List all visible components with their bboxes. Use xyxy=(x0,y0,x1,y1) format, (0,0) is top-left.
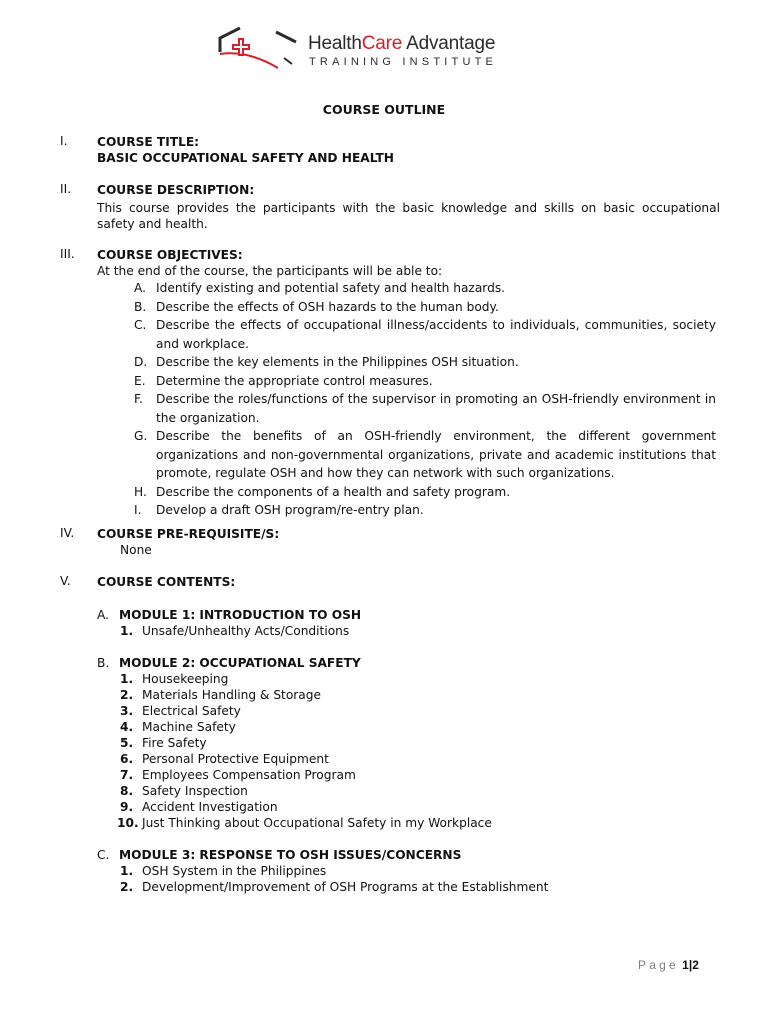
page-footer xyxy=(638,958,699,972)
module-letter: C. xyxy=(97,848,110,862)
objective-letter: B. xyxy=(134,299,147,314)
module-item xyxy=(97,863,697,879)
item-number: 2. xyxy=(120,688,134,703)
module-item xyxy=(97,767,697,783)
house-cross-icon xyxy=(218,24,308,70)
section-heading: COURSE CONTENTS: xyxy=(97,575,236,589)
section-number: I. xyxy=(60,134,68,148)
objectives-intro: At the end of the course, the participants will be able to: xyxy=(97,264,443,278)
item-number: 8. xyxy=(120,784,134,799)
brand-title xyxy=(308,33,495,55)
objective-text: Develop a draft OSH program/re-entry plan. xyxy=(156,503,424,517)
item-text: Development/Improvement of OSH Programs at the Establishment xyxy=(142,880,549,895)
item-number: 3. xyxy=(120,704,134,719)
module-item xyxy=(97,703,697,719)
item-number: 6. xyxy=(120,752,134,767)
section-heading: COURSE TITLE: xyxy=(97,135,200,149)
objective-item xyxy=(111,501,716,520)
section-course-contents xyxy=(60,574,720,590)
module-item xyxy=(97,671,697,687)
objective-letter: A. xyxy=(134,281,146,295)
item-text: Electrical Safety xyxy=(142,704,241,719)
objective-text: Describe the effects of OSH hazards to the human body. xyxy=(156,299,499,314)
page-number: 1|2 xyxy=(682,958,699,972)
module-title: MODULE 2: OCCUPATIONAL SAFETY xyxy=(119,656,361,670)
objective-item xyxy=(111,353,716,372)
page-label: Page xyxy=(638,958,679,972)
module-2 xyxy=(97,655,697,831)
item-number: 5. xyxy=(120,736,134,751)
module-title: MODULE 3: RESPONSE TO OSH ISSUES/CONCERNS xyxy=(119,848,462,862)
item-number: 2. xyxy=(120,880,134,895)
brand-subtitle: TRAINING INSTITUTE xyxy=(309,56,498,68)
module-title: MODULE 1: INTRODUCTION TO OSH xyxy=(119,608,362,622)
module-item xyxy=(97,815,697,831)
course-title-value: BASIC OCCUPATIONAL SAFETY AND HEALTH xyxy=(97,151,394,165)
objective-text: Describe the effects of occupational illness/accidents to individuals, communities, society and workplace. xyxy=(156,318,716,351)
objective-letter: I. xyxy=(134,503,142,517)
item-number: 10. xyxy=(117,816,139,831)
section-heading: COURSE DESCRIPTION: xyxy=(97,183,255,197)
module-item xyxy=(97,735,697,751)
item-number: 1. xyxy=(120,624,134,638)
item-text: Employees Compensation Program xyxy=(142,768,356,783)
objective-letter: H. xyxy=(134,484,147,499)
objective-letter: G. xyxy=(134,429,148,443)
objective-item xyxy=(111,427,716,483)
item-text: Personal Protective Equipment xyxy=(142,752,329,767)
item-number: 4. xyxy=(120,720,134,735)
objective-item xyxy=(111,372,716,391)
brand-advantage: Advantage xyxy=(402,33,496,54)
brand-health: Health xyxy=(308,33,362,54)
objective-text: Describe the roles/functions of the supervisor in promoting an OSH-friendly environment in the organization. xyxy=(156,392,716,425)
section-course-title xyxy=(60,134,720,166)
objective-item xyxy=(111,298,716,317)
objective-item xyxy=(111,483,716,502)
item-text: Safety Inspection xyxy=(142,784,248,799)
module-item xyxy=(97,751,697,767)
brand-logo xyxy=(218,24,548,70)
item-text: Housekeeping xyxy=(142,672,229,686)
module-item xyxy=(97,783,697,799)
module-heading xyxy=(97,607,697,623)
module-heading xyxy=(97,847,697,863)
module-item xyxy=(97,719,697,735)
objective-item xyxy=(111,279,716,298)
module-letter: A. xyxy=(97,608,109,622)
objective-text: Identify existing and potential safety and health hazards. xyxy=(156,281,506,295)
section-number: III. xyxy=(60,247,75,261)
section-number: II. xyxy=(60,182,72,196)
item-text: OSH System in the Philippines xyxy=(142,864,327,878)
module-heading xyxy=(97,655,697,671)
item-text: Machine Safety xyxy=(142,720,236,735)
section-prerequisites xyxy=(60,526,720,558)
page-title: COURSE OUTLINE xyxy=(322,102,446,117)
section-heading: COURSE PRE-REQUISITE/S: xyxy=(97,527,280,541)
objective-text: Describe the benefits of an OSH-friendly environment, the different government organizations and non-governmental organizations, private and academic institutions that promote, regulate OSH and how they can network with such organizations. xyxy=(156,429,716,480)
item-number: 9. xyxy=(120,800,134,815)
objective-text: Determine the appropriate control measures. xyxy=(156,373,433,388)
module-letter: B. xyxy=(97,656,110,670)
item-text: Just Thinking about Occupational Safety in my Workplace xyxy=(142,816,492,831)
module-item xyxy=(97,687,697,703)
module-item xyxy=(97,879,697,895)
section-number: V. xyxy=(60,574,71,588)
item-text: Materials Handling & Storage xyxy=(142,688,321,703)
objective-letter: D. xyxy=(134,355,148,369)
module-item xyxy=(97,799,697,815)
description-text: This course provides the participants with the basic knowledge and skills on basic occupational safety and health. xyxy=(97,201,720,231)
item-text: Fire Safety xyxy=(142,736,207,751)
brand-care: Care xyxy=(361,33,403,54)
item-number: 1. xyxy=(120,672,134,686)
module-3 xyxy=(97,847,697,895)
module-1 xyxy=(97,607,697,639)
objective-letter: F. xyxy=(134,392,143,406)
item-number: 1. xyxy=(120,864,134,878)
module-item xyxy=(97,623,697,639)
section-course-objectives xyxy=(60,247,720,520)
objective-item xyxy=(111,390,716,427)
section-number: IV. xyxy=(60,526,75,540)
objective-letter: C. xyxy=(134,318,147,332)
objective-letter: E. xyxy=(134,373,146,388)
objective-text: Describe the components of a health and safety program. xyxy=(156,484,511,499)
item-number: 7. xyxy=(120,768,134,783)
section-course-description xyxy=(60,182,720,232)
item-text: Unsafe/Unhealthy Acts/Conditions xyxy=(142,624,350,638)
section-heading: COURSE OBJECTIVES: xyxy=(97,248,243,262)
item-text: Accident Investigation xyxy=(142,800,278,815)
prerequisite-value: None xyxy=(120,543,152,557)
objective-text: Describe the key elements in the Philippines OSH situation. xyxy=(156,355,519,369)
objective-item xyxy=(111,316,716,353)
